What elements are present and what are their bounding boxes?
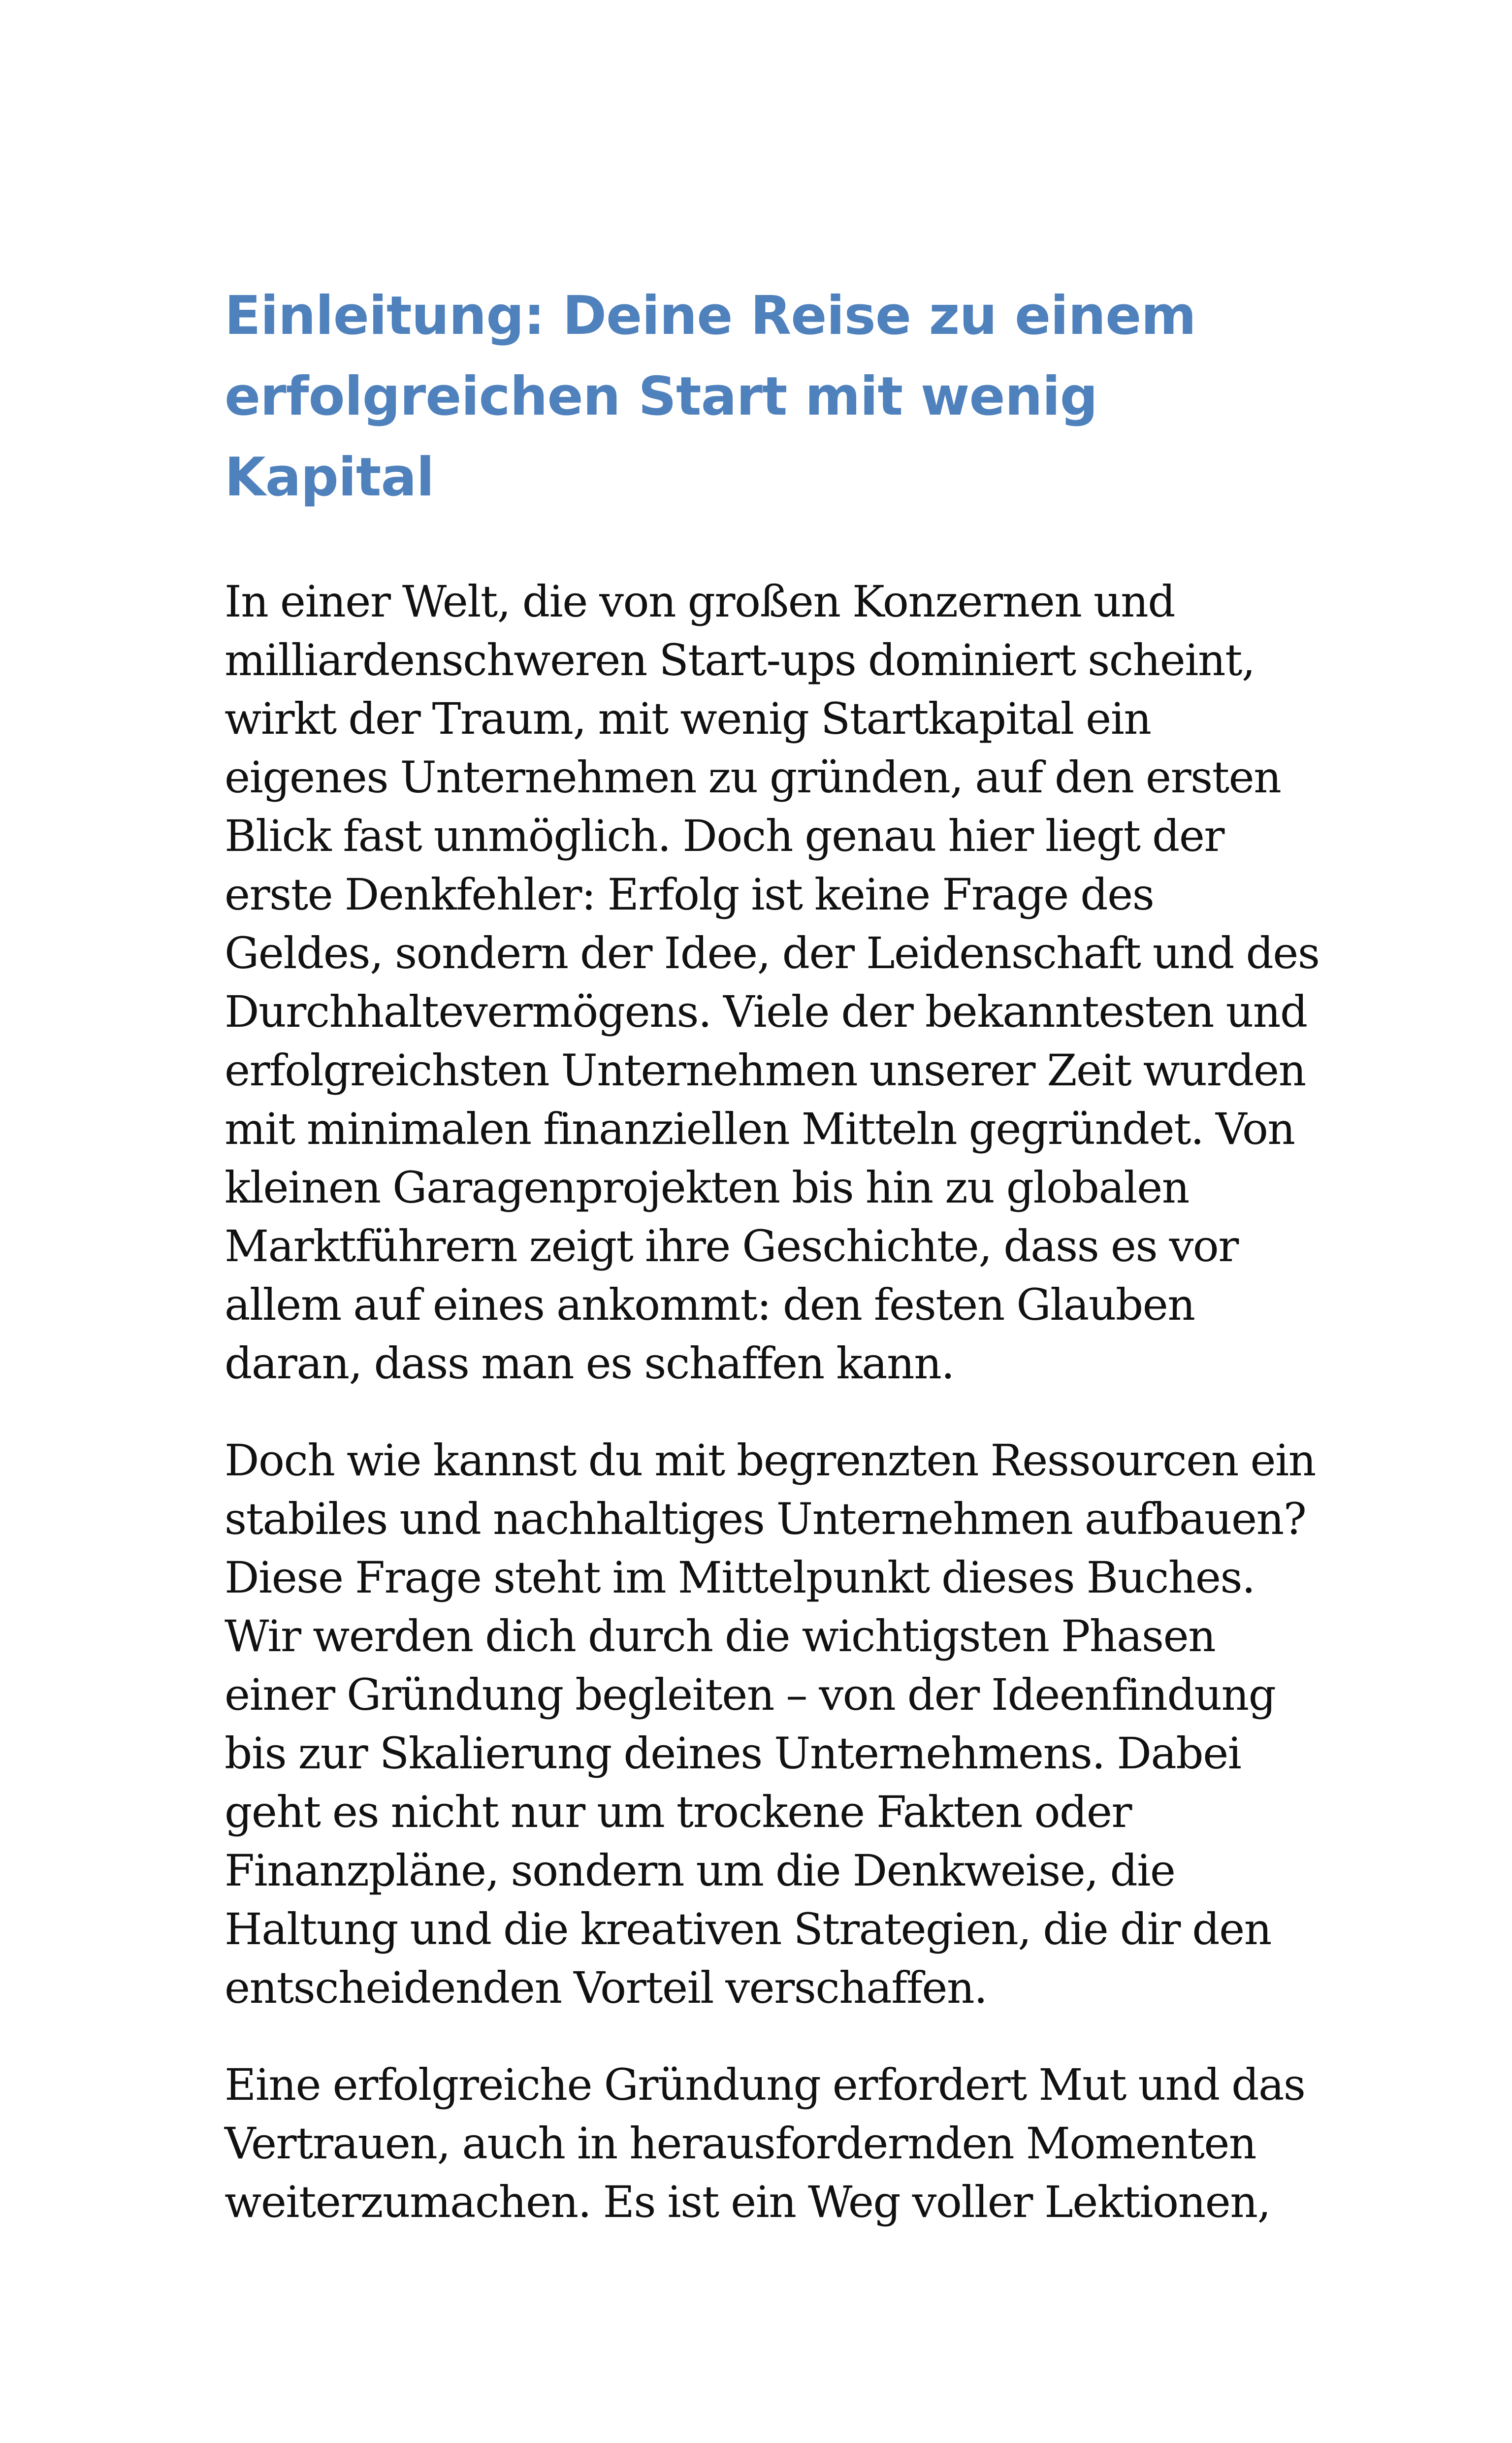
body-paragraph-1: In einer Welt, die von großen Konzernen und milliardenschweren Start-ups dominiert scheint, wirkt der Traum, mit wenig Startkapital ein eigenes Unternehmen zu gründen, auf den ersten Blick fast unmöglich. Doch genau hier liegt der erste Denkfehler: Erfolg ist keine Frage des Geldes, sondern der Idee, der Leidenschaft und des Durchhaltevermögens. Viele der bekanntesten und erfolgreichsten Unternehmen unserer Zeit wurden mit minimalen finanziellen Mitteln gegründet. Von kleinen Garagenprojekten bis hin zu globalen Marktführern zeigt ihre Geschichte, dass es vor allem auf eines ankommt: den festen Glauben daran, dass man es schaffen kann.: [225, 576, 1319, 1389]
body-paragraph-2: Doch wie kannst du mit begrenzten Ressourcen ein stabiles und nachhaltiges Unternehmen aufbauen? Diese Frage steht im Mittelpunkt dieses Buches. Wir werden dich durch die wichtigsten Phasen einer Gründung begleiten – von der Ideenfindung bis zur Skalierung deines Unternehmens. Dabei geht es nicht nur um trockene Fakten oder Finanzpläne, sondern um die Denkweise, die Haltung und die kreativen Strategien, die dir den entscheidenden Vorteil verschaffen.: [225, 1435, 1316, 2013]
chapter-heading: Einleitung: Deine Reise zu einem erfolgreichen Start mit wenig Kapital: [225, 285, 1196, 508]
body-paragraph-3: Eine erfolgreiche Gründung erfordert Mut und das Vertrauen, auch in herausfordernden Momenten weiterzumachen. Es ist ein Weg voller Lektionen,: [225, 2059, 1305, 2227]
page-content: [225, 276, 1322, 2270]
